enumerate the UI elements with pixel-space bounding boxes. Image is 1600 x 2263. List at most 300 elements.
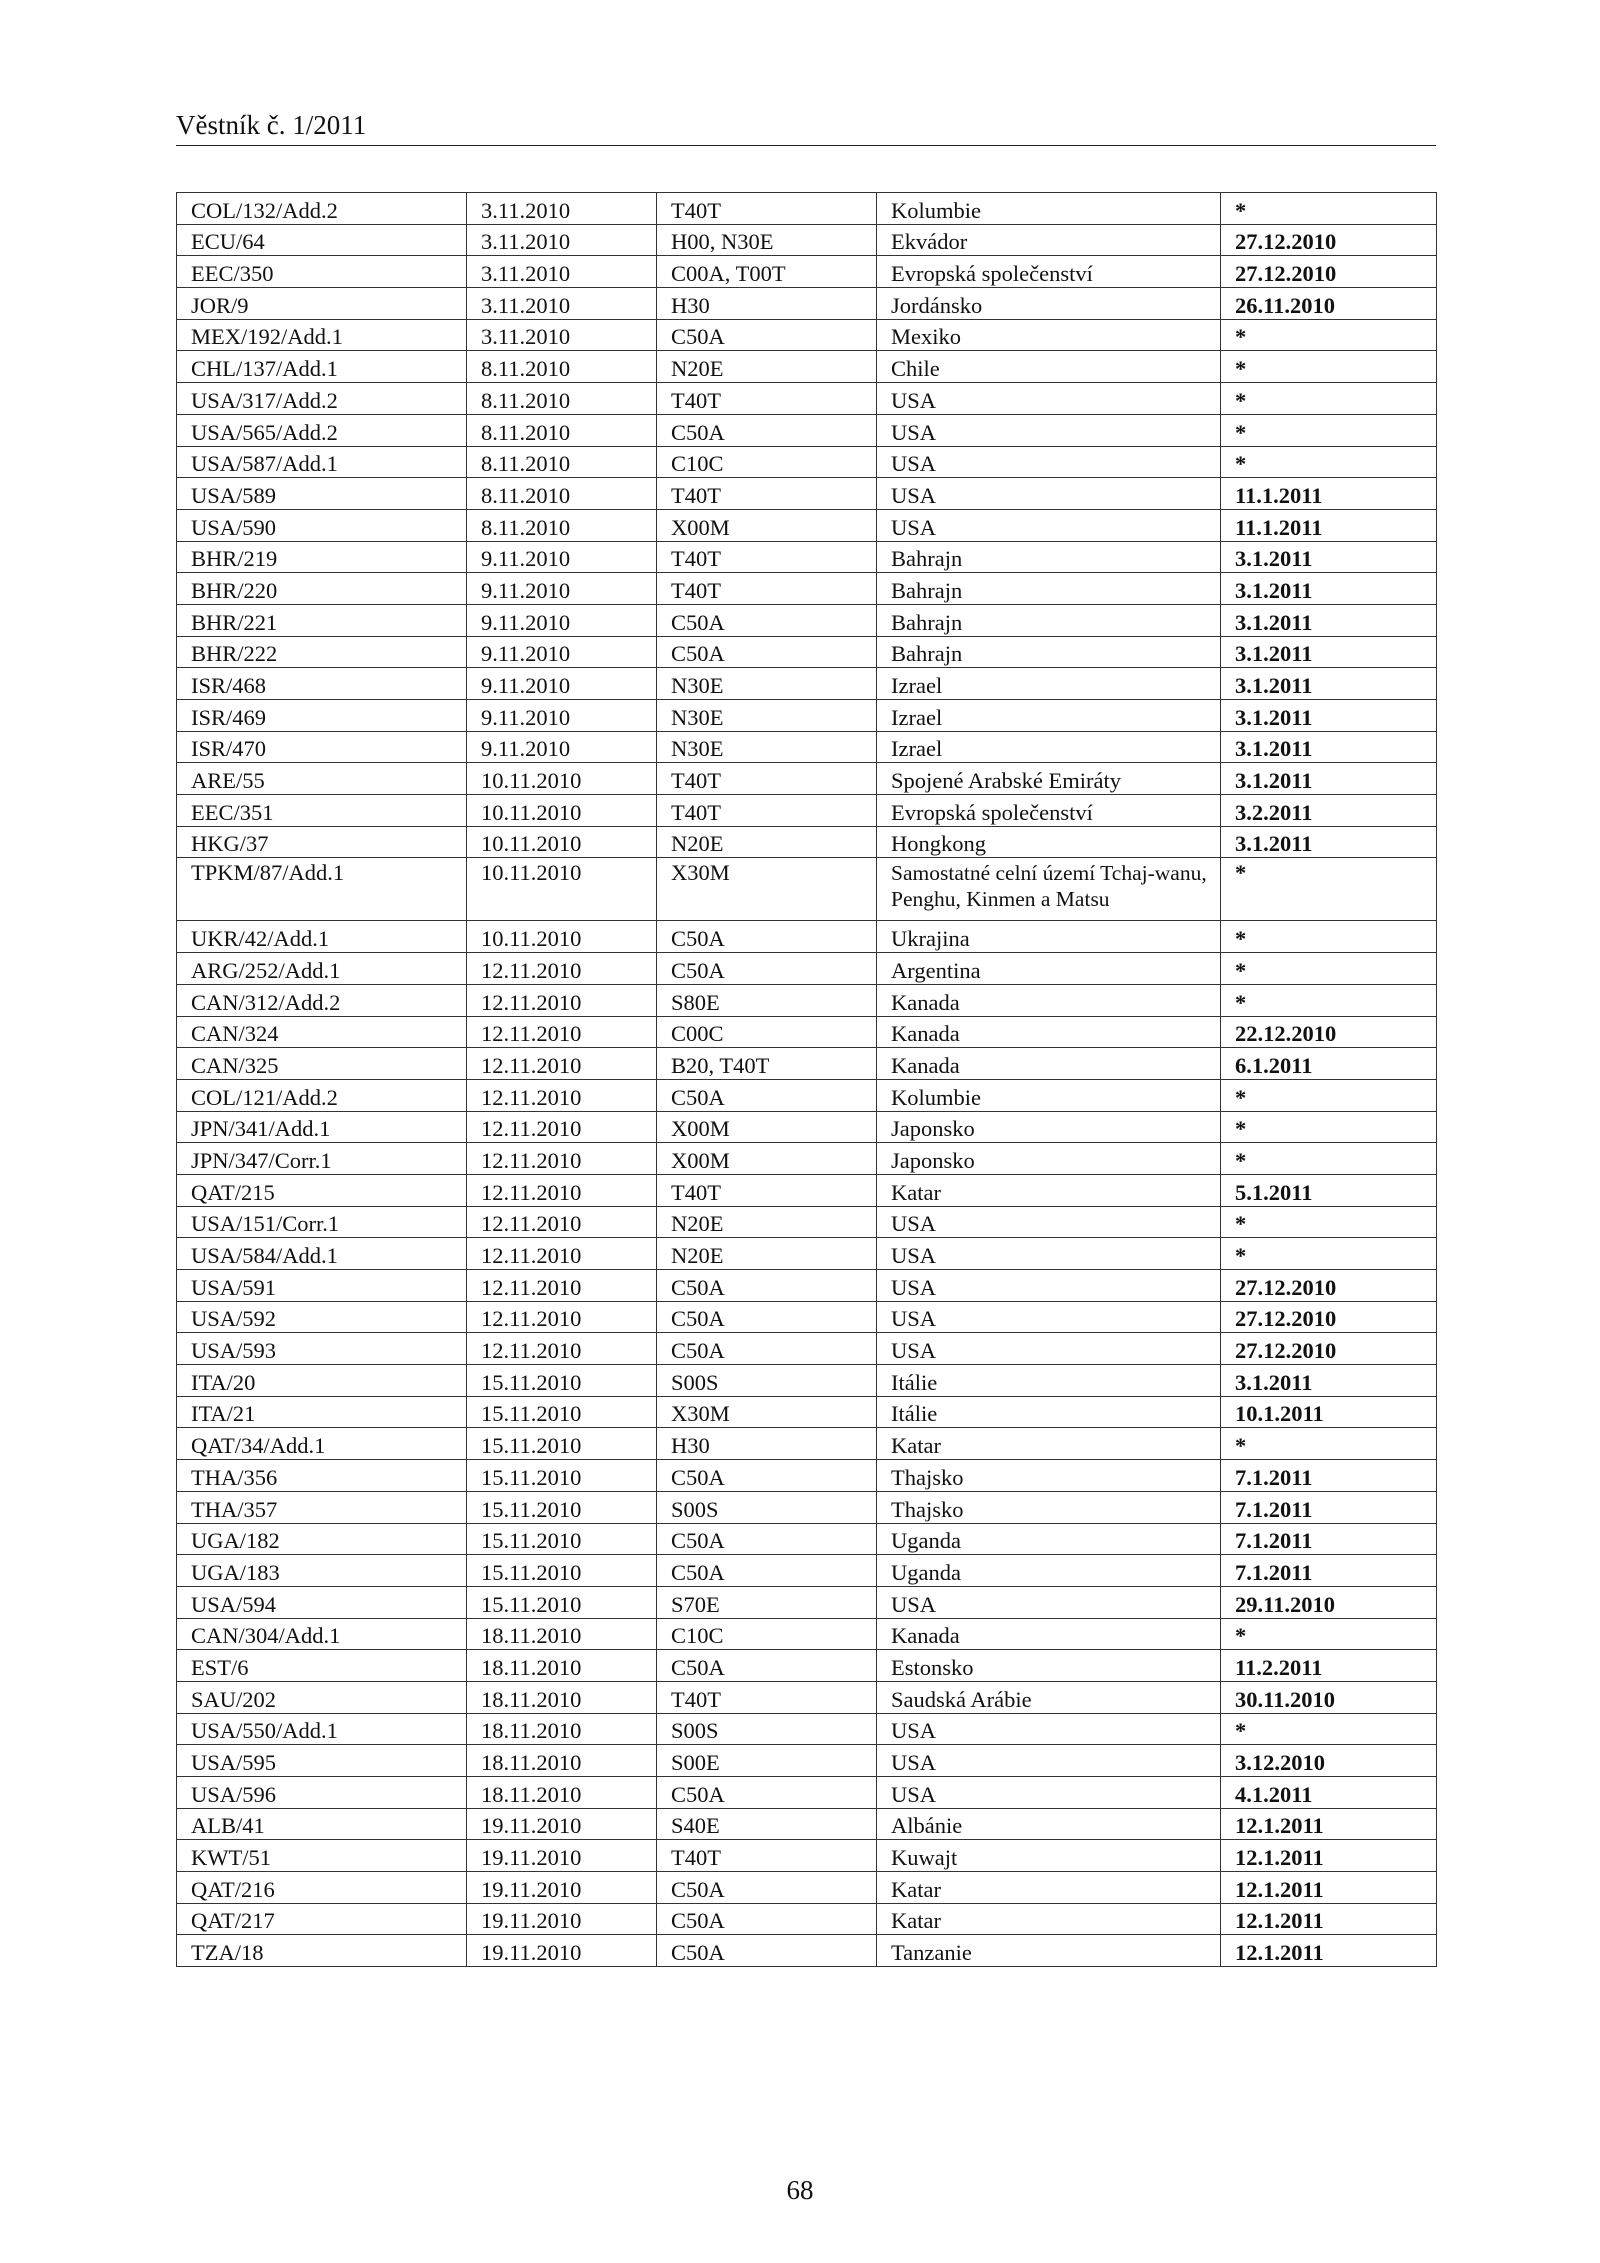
cell-country: USA	[877, 1333, 1221, 1365]
cell-symbol: THA/356	[177, 1460, 467, 1492]
table-row	[177, 1174, 1437, 1206]
cell-date: 18.11.2010	[467, 1777, 657, 1809]
cell-symbol: USA/594	[177, 1586, 467, 1618]
table-row	[177, 1428, 1437, 1460]
cell-symbol: ECU/64	[177, 224, 467, 256]
cell-deadline: 3.1.2011	[1221, 636, 1437, 668]
cell-symbol: USA/587/Add.1	[177, 446, 467, 478]
cell-ics-code: T40T	[657, 1174, 877, 1206]
cell-date: 18.11.2010	[467, 1713, 657, 1745]
cell-country: USA	[877, 1238, 1221, 1270]
cell-country: USA	[877, 1206, 1221, 1238]
cell-deadline: 29.11.2010	[1221, 1586, 1437, 1618]
cell-date: 12.11.2010	[467, 953, 657, 985]
cell-symbol: ISR/468	[177, 668, 467, 700]
cell-country: Thajsko	[877, 1491, 1221, 1523]
cell-deadline: *	[1221, 984, 1437, 1016]
cell-date: 18.11.2010	[467, 1745, 657, 1777]
cell-date: 12.11.2010	[467, 1301, 657, 1333]
cell-symbol: BHR/221	[177, 604, 467, 636]
table-row	[177, 1650, 1437, 1682]
cell-deadline: 7.1.2011	[1221, 1523, 1437, 1555]
cell-country: Spojené Arabské Emiráty	[877, 763, 1221, 795]
cell-ics-code: N30E	[657, 668, 877, 700]
table-row	[177, 1935, 1437, 1967]
cell-ics-code: N30E	[657, 731, 877, 763]
cell-ics-code: S00S	[657, 1713, 877, 1745]
cell-deadline: 3.1.2011	[1221, 604, 1437, 636]
cell-symbol: JOR/9	[177, 288, 467, 320]
table-row	[177, 1270, 1437, 1302]
cell-deadline: 3.1.2011	[1221, 1365, 1437, 1397]
table-row	[177, 256, 1437, 288]
cell-date: 15.11.2010	[467, 1460, 657, 1492]
cell-ics-code: C50A	[657, 636, 877, 668]
cell-deadline: *	[1221, 1713, 1437, 1745]
cell-ics-code: C00C	[657, 1016, 877, 1048]
cell-symbol: KWT/51	[177, 1840, 467, 1872]
cell-deadline: 27.12.2010	[1221, 1301, 1437, 1333]
table-row	[177, 1586, 1437, 1618]
cell-date: 15.11.2010	[467, 1555, 657, 1587]
cell-deadline: 7.1.2011	[1221, 1460, 1437, 1492]
cell-date: 9.11.2010	[467, 668, 657, 700]
cell-ics-code: C50A	[657, 1777, 877, 1809]
cell-date: 12.11.2010	[467, 1270, 657, 1302]
cell-date: 19.11.2010	[467, 1872, 657, 1904]
cell-ics-code: T40T	[657, 383, 877, 415]
cell-symbol: COL/121/Add.2	[177, 1079, 467, 1111]
table-row	[177, 953, 1437, 985]
cell-date: 10.11.2010	[467, 921, 657, 953]
cell-country: Evropská společenství	[877, 795, 1221, 827]
cell-date: 18.11.2010	[467, 1681, 657, 1713]
cell-ics-code: S00E	[657, 1745, 877, 1777]
cell-date: 15.11.2010	[467, 1396, 657, 1428]
cell-symbol: HKG/37	[177, 826, 467, 858]
cell-symbol: COL/132/Add.2	[177, 193, 467, 225]
cell-symbol: USA/317/Add.2	[177, 383, 467, 415]
cell-deadline: *	[1221, 1206, 1437, 1238]
cell-symbol: JPN/341/Add.1	[177, 1111, 467, 1143]
cell-country: Itálie	[877, 1396, 1221, 1428]
cell-symbol: SAU/202	[177, 1681, 467, 1713]
cell-date: 10.11.2010	[467, 858, 657, 921]
cell-date: 9.11.2010	[467, 573, 657, 605]
cell-country: USA	[877, 414, 1221, 446]
cell-ics-code: C50A	[657, 921, 877, 953]
cell-deadline: *	[1221, 1428, 1437, 1460]
cell-ics-code: X30M	[657, 1396, 877, 1428]
cell-country: Kolumbie	[877, 1079, 1221, 1111]
cell-ics-code: C50A	[657, 1079, 877, 1111]
cell-ics-code: S00S	[657, 1491, 877, 1523]
cell-ics-code: N20E	[657, 351, 877, 383]
cell-deadline: 7.1.2011	[1221, 1491, 1437, 1523]
table-row	[177, 1808, 1437, 1840]
cell-ics-code: T40T	[657, 1681, 877, 1713]
cell-ics-code: T40T	[657, 795, 877, 827]
table-row	[177, 1238, 1437, 1270]
cell-date: 15.11.2010	[467, 1586, 657, 1618]
cell-deadline: 27.12.2010	[1221, 1333, 1437, 1365]
table-row	[177, 1365, 1437, 1397]
cell-country: Katar	[877, 1903, 1221, 1935]
cell-symbol: USA/592	[177, 1301, 467, 1333]
cell-deadline: 6.1.2011	[1221, 1048, 1437, 1080]
table-row	[177, 795, 1437, 827]
table-row	[177, 1555, 1437, 1587]
table-row	[177, 858, 1437, 921]
table-row	[177, 1079, 1437, 1111]
cell-symbol: QAT/216	[177, 1872, 467, 1904]
cell-deadline: 10.1.2011	[1221, 1396, 1437, 1428]
cell-symbol: MEX/192/Add.1	[177, 319, 467, 351]
cell-country: Kanada	[877, 1048, 1221, 1080]
cell-country: USA	[877, 478, 1221, 510]
cell-ics-code: T40T	[657, 478, 877, 510]
cell-deadline: 12.1.2011	[1221, 1840, 1437, 1872]
table-row	[177, 383, 1437, 415]
cell-country: Izrael	[877, 700, 1221, 732]
cell-date: 12.11.2010	[467, 1111, 657, 1143]
cell-country: Kanada	[877, 1618, 1221, 1650]
cell-date: 8.11.2010	[467, 351, 657, 383]
cell-ics-code: C50A	[657, 1650, 877, 1682]
cell-symbol: USA/584/Add.1	[177, 1238, 467, 1270]
table-row	[177, 1840, 1437, 1872]
table-row	[177, 319, 1437, 351]
cell-symbol: USA/596	[177, 1777, 467, 1809]
cell-ics-code: H30	[657, 288, 877, 320]
cell-country: Estonsko	[877, 1650, 1221, 1682]
cell-symbol: BHR/222	[177, 636, 467, 668]
table-row	[177, 573, 1437, 605]
cell-ics-code: N20E	[657, 826, 877, 858]
cell-date: 18.11.2010	[467, 1618, 657, 1650]
cell-date: 19.11.2010	[467, 1935, 657, 1967]
cell-symbol: ALB/41	[177, 1808, 467, 1840]
cell-deadline: 4.1.2011	[1221, 1777, 1437, 1809]
table-row	[177, 351, 1437, 383]
cell-deadline: *	[1221, 351, 1437, 383]
cell-country: Argentina	[877, 953, 1221, 985]
table-row	[177, 1713, 1437, 1745]
cell-country: Hongkong	[877, 826, 1221, 858]
cell-date: 12.11.2010	[467, 1016, 657, 1048]
table-row	[177, 826, 1437, 858]
cell-country: Uganda	[877, 1555, 1221, 1587]
cell-symbol: ITA/20	[177, 1365, 467, 1397]
cell-deadline: 7.1.2011	[1221, 1555, 1437, 1587]
cell-date: 10.11.2010	[467, 826, 657, 858]
table-row	[177, 1491, 1437, 1523]
cell-deadline: *	[1221, 1079, 1437, 1111]
cell-date: 12.11.2010	[467, 1048, 657, 1080]
table-row	[177, 509, 1437, 541]
cell-symbol: USA/593	[177, 1333, 467, 1365]
cell-country: USA	[877, 1586, 1221, 1618]
cell-country: Bahrajn	[877, 636, 1221, 668]
cell-country: Mexiko	[877, 319, 1221, 351]
cell-country: Bahrajn	[877, 541, 1221, 573]
cell-deadline: 30.11.2010	[1221, 1681, 1437, 1713]
table-row	[177, 414, 1437, 446]
cell-deadline: 3.1.2011	[1221, 573, 1437, 605]
cell-date: 12.11.2010	[467, 1143, 657, 1175]
cell-date: 15.11.2010	[467, 1491, 657, 1523]
table-row	[177, 1872, 1437, 1904]
cell-date: 8.11.2010	[467, 414, 657, 446]
table-row	[177, 921, 1437, 953]
cell-date: 19.11.2010	[467, 1840, 657, 1872]
cell-ics-code: T40T	[657, 573, 877, 605]
cell-symbol: THA/357	[177, 1491, 467, 1523]
cell-deadline: *	[1221, 1618, 1437, 1650]
cell-ics-code: C50A	[657, 1460, 877, 1492]
cell-country: USA	[877, 446, 1221, 478]
cell-country: Kanada	[877, 1016, 1221, 1048]
cell-symbol: CHL/137/Add.1	[177, 351, 467, 383]
cell-country: Japonsko	[877, 1111, 1221, 1143]
cell-ics-code: C50A	[657, 1555, 877, 1587]
cell-date: 3.11.2010	[467, 288, 657, 320]
cell-country: Katar	[877, 1174, 1221, 1206]
cell-deadline: 5.1.2011	[1221, 1174, 1437, 1206]
cell-deadline: *	[1221, 921, 1437, 953]
cell-date: 15.11.2010	[467, 1428, 657, 1460]
cell-deadline: 12.1.2011	[1221, 1808, 1437, 1840]
cell-date: 9.11.2010	[467, 604, 657, 636]
cell-symbol: USA/595	[177, 1745, 467, 1777]
cell-deadline: *	[1221, 1143, 1437, 1175]
table-row	[177, 288, 1437, 320]
cell-date: 19.11.2010	[467, 1903, 657, 1935]
cell-date: 9.11.2010	[467, 636, 657, 668]
table-row	[177, 1903, 1437, 1935]
cell-country: Kolumbie	[877, 193, 1221, 225]
cell-ics-code: C50A	[657, 319, 877, 351]
cell-ics-code: C50A	[657, 953, 877, 985]
cell-date: 3.11.2010	[467, 193, 657, 225]
cell-country: Thajsko	[877, 1460, 1221, 1492]
cell-country: Itálie	[877, 1365, 1221, 1397]
cell-symbol: QAT/34/Add.1	[177, 1428, 467, 1460]
cell-deadline: *	[1221, 319, 1437, 351]
cell-symbol: USA/591	[177, 1270, 467, 1302]
cell-deadline: 3.2.2011	[1221, 795, 1437, 827]
cell-date: 12.11.2010	[467, 1206, 657, 1238]
cell-country: Ukrajina	[877, 921, 1221, 953]
cell-country: Tanzanie	[877, 1935, 1221, 1967]
cell-country: Izrael	[877, 731, 1221, 763]
cell-symbol: QAT/215	[177, 1174, 467, 1206]
cell-country: Kuwajt	[877, 1840, 1221, 1872]
cell-ics-code: X00M	[657, 1111, 877, 1143]
cell-ics-code: S70E	[657, 1586, 877, 1618]
cell-date: 8.11.2010	[467, 383, 657, 415]
cell-symbol: UKR/42/Add.1	[177, 921, 467, 953]
table-row	[177, 1523, 1437, 1555]
cell-deadline: 3.1.2011	[1221, 763, 1437, 795]
cell-symbol: UGA/182	[177, 1523, 467, 1555]
cell-deadline: 3.1.2011	[1221, 700, 1437, 732]
cell-symbol: USA/151/Corr.1	[177, 1206, 467, 1238]
cell-country: USA	[877, 1270, 1221, 1302]
cell-country: USA	[877, 1301, 1221, 1333]
cell-ics-code: T40T	[657, 541, 877, 573]
cell-ics-code: S40E	[657, 1808, 877, 1840]
cell-symbol: ISR/469	[177, 700, 467, 732]
notification-table	[176, 192, 1437, 1967]
cell-ics-code: X30M	[657, 858, 877, 921]
cell-ics-code: C50A	[657, 1903, 877, 1935]
table-row	[177, 984, 1437, 1016]
cell-country: Albánie	[877, 1808, 1221, 1840]
cell-symbol: USA/589	[177, 478, 467, 510]
cell-ics-code: X00M	[657, 1143, 877, 1175]
cell-deadline: *	[1221, 193, 1437, 225]
page-number: 68	[786, 2175, 814, 2205]
cell-symbol: CAN/325	[177, 1048, 467, 1080]
table-row	[177, 1460, 1437, 1492]
cell-date: 12.11.2010	[467, 1174, 657, 1206]
table-row	[177, 731, 1437, 763]
cell-symbol: ARG/252/Add.1	[177, 953, 467, 985]
cell-deadline: 3.12.2010	[1221, 1745, 1437, 1777]
cell-deadline: 3.1.2011	[1221, 731, 1437, 763]
cell-symbol: BHR/220	[177, 573, 467, 605]
cell-date: 10.11.2010	[467, 763, 657, 795]
table-row	[177, 446, 1437, 478]
cell-ics-code: C10C	[657, 446, 877, 478]
cell-deadline: *	[1221, 414, 1437, 446]
table-row	[177, 1016, 1437, 1048]
cell-ics-code: C50A	[657, 1333, 877, 1365]
cell-symbol: TPKM/87/Add.1	[177, 858, 467, 921]
cell-date: 12.11.2010	[467, 1238, 657, 1270]
cell-country: Evropská společenství	[877, 256, 1221, 288]
cell-country: Japonsko	[877, 1143, 1221, 1175]
cell-date: 9.11.2010	[467, 541, 657, 573]
cell-ics-code: B20, T40T	[657, 1048, 877, 1080]
table-row	[177, 1143, 1437, 1175]
table-row	[177, 1745, 1437, 1777]
table-row	[177, 1777, 1437, 1809]
header-rule	[176, 145, 1436, 146]
table-row	[177, 1206, 1437, 1238]
cell-symbol: EEC/350	[177, 256, 467, 288]
cell-symbol: UGA/183	[177, 1555, 467, 1587]
table-row	[177, 1618, 1437, 1650]
table-row	[177, 193, 1437, 225]
cell-date: 19.11.2010	[467, 1808, 657, 1840]
cell-symbol: ISR/470	[177, 731, 467, 763]
cell-date: 9.11.2010	[467, 700, 657, 732]
cell-symbol: USA/590	[177, 509, 467, 541]
cell-deadline: *	[1221, 858, 1437, 921]
cell-ics-code: C00A, T00T	[657, 256, 877, 288]
cell-ics-code: S80E	[657, 984, 877, 1016]
cell-symbol: TZA/18	[177, 1935, 467, 1967]
cell-symbol: ARE/55	[177, 763, 467, 795]
cell-country: Ekvádor	[877, 224, 1221, 256]
cell-ics-code: X00M	[657, 509, 877, 541]
cell-date: 10.11.2010	[467, 795, 657, 827]
table-row	[177, 1048, 1437, 1080]
cell-symbol: JPN/347/Corr.1	[177, 1143, 467, 1175]
table-row	[177, 1301, 1437, 1333]
cell-symbol: EST/6	[177, 1650, 467, 1682]
notification-table-body	[177, 193, 1437, 1967]
table-row	[177, 763, 1437, 795]
cell-country: Izrael	[877, 668, 1221, 700]
cell-deadline: 11.1.2011	[1221, 478, 1437, 510]
cell-country: Uganda	[877, 1523, 1221, 1555]
cell-country: Saudská Arábie	[877, 1681, 1221, 1713]
cell-symbol: CAN/324	[177, 1016, 467, 1048]
cell-deadline: 3.1.2011	[1221, 668, 1437, 700]
cell-ics-code: N20E	[657, 1238, 877, 1270]
cell-country: Chile	[877, 351, 1221, 383]
cell-date: 8.11.2010	[467, 509, 657, 541]
cell-date: 3.11.2010	[467, 256, 657, 288]
cell-deadline: 12.1.2011	[1221, 1935, 1437, 1967]
table-row	[177, 541, 1437, 573]
cell-country: USA	[877, 383, 1221, 415]
cell-country: Jordánsko	[877, 288, 1221, 320]
cell-deadline: 3.1.2011	[1221, 541, 1437, 573]
cell-country: Samostatné celní území Tchaj-wanu, Penghu, Kinmen a Matsu	[877, 858, 1221, 921]
cell-country: Bahrajn	[877, 604, 1221, 636]
table-row	[177, 224, 1437, 256]
cell-deadline: *	[1221, 1111, 1437, 1143]
cell-date: 9.11.2010	[467, 731, 657, 763]
cell-ics-code: C50A	[657, 604, 877, 636]
cell-date: 18.11.2010	[467, 1650, 657, 1682]
cell-deadline: 12.1.2011	[1221, 1903, 1437, 1935]
cell-symbol: CAN/304/Add.1	[177, 1618, 467, 1650]
table-row	[177, 700, 1437, 732]
cell-ics-code: T40T	[657, 193, 877, 225]
cell-symbol: USA/550/Add.1	[177, 1713, 467, 1745]
cell-deadline: *	[1221, 953, 1437, 985]
table-row	[177, 604, 1437, 636]
cell-ics-code: H30	[657, 1428, 877, 1460]
cell-ics-code: H00, N30E	[657, 224, 877, 256]
cell-deadline: 26.11.2010	[1221, 288, 1437, 320]
cell-symbol: CAN/312/Add.2	[177, 984, 467, 1016]
cell-symbol: BHR/219	[177, 541, 467, 573]
cell-deadline: 11.2.2011	[1221, 1650, 1437, 1682]
table-row	[177, 1396, 1437, 1428]
table-row	[177, 1111, 1437, 1143]
cell-date: 12.11.2010	[467, 984, 657, 1016]
table-row	[177, 636, 1437, 668]
cell-country: USA	[877, 1713, 1221, 1745]
cell-country: USA	[877, 1777, 1221, 1809]
cell-deadline: 22.12.2010	[1221, 1016, 1437, 1048]
cell-country: USA	[877, 1745, 1221, 1777]
cell-ics-code: C50A	[657, 1270, 877, 1302]
cell-date: 8.11.2010	[467, 446, 657, 478]
cell-deadline: 27.12.2010	[1221, 256, 1437, 288]
cell-symbol: ITA/21	[177, 1396, 467, 1428]
cell-ics-code: T40T	[657, 1840, 877, 1872]
cell-date: 12.11.2010	[467, 1333, 657, 1365]
cell-date: 12.11.2010	[467, 1079, 657, 1111]
cell-deadline: 11.1.2011	[1221, 509, 1437, 541]
